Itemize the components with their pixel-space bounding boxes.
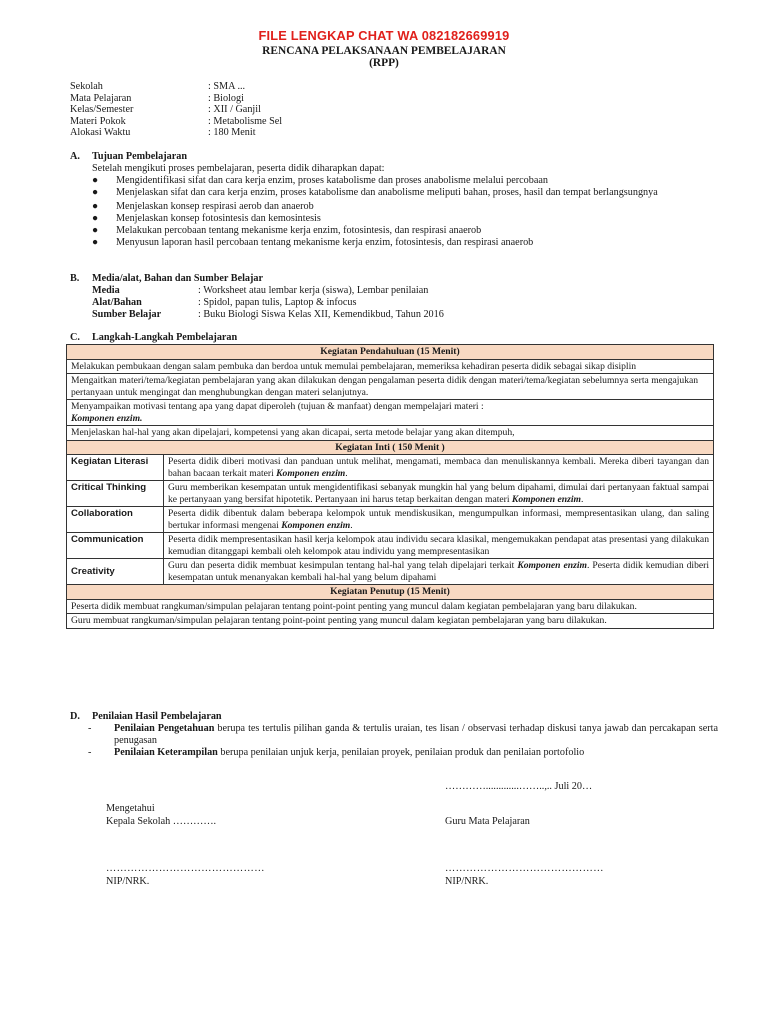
dash-icon: - (88, 723, 92, 734)
inti-label: Communication (67, 533, 164, 559)
media-value: : Buku Biologi Siswa Kelas XII, Kemendikbud, Tahun 2016 (198, 309, 444, 320)
assessment-text: berupa penilaian unjuk kerja, penilaian proyek, penilaian produk dan penilaian portofolio (217, 747, 585, 758)
list-item-text: Menjelaskan sifat dan cara kerja enzim, proses katabolisme dan anabolisme meliputi bahan, proses, hasil dan tempat berlangsungnya (116, 187, 658, 198)
list-item (92, 175, 726, 187)
nip-right: NIP/NRK. (445, 876, 489, 887)
inti-text-cell (164, 481, 714, 507)
table-row (67, 481, 714, 507)
dash-icon: - (88, 747, 92, 758)
media-value: : Spidol, papan tulis, Laptop & infocus (198, 297, 357, 308)
motivation-topic: Komponen enzim. (71, 412, 143, 424)
bullet-icon: ● (92, 237, 99, 248)
penutup-row: Peserta didik membuat rangkuman/simpulan pelajaran tentang point-point penting yang muncul dalam kegiatan pembelajaran yang baru dilakukan. (67, 599, 714, 614)
info-value: : 180 Menit (208, 127, 256, 138)
section-number: C. (70, 332, 80, 343)
signature-line-left: ……………………………………… (106, 863, 265, 874)
section-a-heading (70, 151, 187, 163)
table-band-row (67, 440, 714, 455)
table-row (67, 559, 714, 585)
inti-text-cell (164, 559, 714, 585)
inti-label: Collaboration (67, 507, 164, 533)
assessment-term: Penilaian Pengetahuan (114, 723, 215, 734)
inti-text: Guru memberikan kesempatan untuk mengidentifikasi sebanyak mungkin hal yang belum dipahami, dimulai dari pertanyaan faktual sampai ke pertanyaan yang bersifat hipotetik. Pertanyaan ini harus tetap berkaitan dengan materi (168, 482, 709, 505)
assessment-term: Penilaian Keterampilan (114, 747, 218, 758)
section-number: B. (70, 273, 80, 284)
list-item-text: Mengidentifikasi sifat dan cara kerja enzim, proses katabolisme dan proses anabolisme melalui percobaan (116, 175, 548, 186)
bullet-icon: ● (92, 201, 99, 212)
inti-text: Guru dan peserta didik membuat kesimpulan tentang hal-hal yang telah dipelajari terkait (168, 560, 515, 571)
inti-text-cell (164, 533, 714, 559)
pendahuluan-row: Melakukan pembukaan dengan salam pembuka dan berdoa untuk memulai pembelajaran, memeriksa kehadiran peserta didik sebagai sikap disiplin (67, 359, 714, 374)
signature-left-line2: Kepala Sekolah …………. (106, 816, 217, 827)
media-row (92, 309, 444, 321)
info-label: Sekolah (70, 81, 103, 92)
list-item-text: Menyusun laporan hasil percobaan tentang mekanisme kerja enzim, fotosintesis, dan respirasi anaerob (116, 237, 534, 248)
info-row (70, 127, 282, 139)
motivation-text: Menyampaikan motivasi tentang apa yang dapat diperoleh (tujuan & manfaat) dengan mempelajari materi : (71, 401, 484, 412)
section-a-body (92, 163, 726, 249)
penutup-header: Kegiatan Penutup (15 Menit) (67, 585, 714, 600)
inti-tail: . (345, 467, 348, 479)
inti-tail: . Peserta didik kemudian diberi kesempatan untuk menanyakan kembali hal-hal yang belum dipahami (168, 560, 709, 583)
inti-topic: Komponen enzim (517, 560, 587, 571)
bullet-icon: ● (92, 213, 99, 224)
section-title: Tujuan Pembelajaran (92, 151, 187, 162)
info-value: : Metabolisme Sel (208, 115, 283, 127)
section-title: Langkah-Langkah Pembelajaran (92, 332, 238, 343)
promo-banner: FILE LENGKAP CHAT WA 082182669919 (258, 28, 510, 43)
section-number: D. (70, 711, 80, 722)
info-label: Materi Pokok (70, 115, 126, 127)
media-label: Alat/Bahan (92, 297, 142, 308)
info-row (70, 81, 282, 93)
signature-date: ………….............……..,.. Juli 20… (445, 781, 593, 792)
info-label: Mata Pelajaran (70, 92, 132, 104)
inti-header: Kegiatan Inti ( 150 Menit ) (67, 440, 714, 455)
media-label: Media (92, 285, 120, 296)
media-value: : Worksheet atau lembar kerja (siswa), Lembar penilaian (198, 285, 429, 296)
info-row (70, 104, 282, 116)
info-value: : XII / Ganjil (208, 104, 261, 115)
inti-tail: . (580, 493, 584, 505)
inti-topic: Komponen enzim (281, 519, 351, 531)
list-item-text: Menjelaskan konsep fotosintesis dan kemosintesis (116, 213, 321, 224)
inti-text-cell (164, 455, 714, 481)
section-d-body (88, 723, 718, 759)
table-row (67, 533, 714, 559)
penutup-row: Guru membuat rangkuman/simpulan pelajaran tentang point-point penting yang muncul dalam kegiatan pembelajaran yang baru dilakukan. (67, 614, 714, 629)
inti-text-cell (164, 507, 714, 533)
info-row (70, 93, 282, 105)
signature-line-right: ……………………………………… (445, 863, 604, 874)
inti-label: Creativity (67, 559, 164, 585)
identity-info (70, 81, 282, 139)
table-row (67, 455, 714, 481)
section-a-intro: Setelah mengikuti proses pembelajaran, peserta didik diharapkan dapat: (92, 163, 385, 174)
section-b-heading (70, 273, 263, 285)
bullet-icon: ● (92, 225, 99, 236)
list-item-text: Melakukan percobaan tentang mekanisme kerja enzim, fotosintesis, dan respirasi anaerob (116, 225, 482, 236)
media-row (92, 297, 444, 309)
document-subtitle: (RPP) (369, 57, 399, 69)
list-item (92, 237, 726, 249)
table-row (67, 426, 714, 441)
info-value: : Biologi (208, 92, 244, 104)
pendahuluan-header: Kegiatan Pendahuluan (15 Menit) (67, 345, 714, 360)
info-value: : SMA ... (208, 81, 246, 92)
learning-steps-table (66, 344, 714, 629)
inti-topic: Komponen enzim (511, 493, 581, 505)
signature-right-line2: Guru Mata Pelajaran (445, 816, 530, 827)
inti-text: Peserta didik diberi motivasi dan panduan untuk melihat, mengamati, membaca dan menuliskannya kembali. Mereka diberi tayangan dan bahan bacaan terkait materi (168, 456, 709, 479)
list-item (92, 201, 726, 213)
section-c-heading (70, 332, 237, 344)
section-d-heading (70, 711, 222, 723)
section-title: Penilaian Hasil Pembelajaran (92, 711, 222, 722)
info-label: Alokasi Waktu (70, 127, 131, 138)
inti-text: Peserta didik mempresentasikan hasil kerja kelompok atau individu secara klasikal, mengemukakan pendapat atas presentasi yang dilakukan kemudian ditanggapi kembali oleh kelompok atau individu yang mempresentasikan (168, 534, 709, 557)
bullet-icon: ● (92, 187, 99, 198)
list-item (92, 225, 726, 237)
table-row (67, 614, 714, 629)
pendahuluan-motivation-row (67, 400, 714, 426)
inti-topic: Komponen enzim (276, 467, 346, 479)
table-row (67, 507, 714, 533)
inti-label: Kegiatan Literasi (67, 455, 164, 481)
assessment-item (88, 747, 718, 759)
section-b-body (92, 285, 444, 321)
document-title: RENCANA PELAKSANAAN PEMBELAJARAN (262, 45, 506, 57)
list-item (92, 187, 726, 199)
table-band-row (67, 345, 714, 360)
info-label: Kelas/Semester (70, 104, 134, 115)
inti-label: Critical Thinking (67, 481, 164, 507)
list-item-text: Menjelaskan konsep respirasi aerob dan anaerob (116, 201, 314, 212)
table-row (67, 359, 714, 374)
section-number: A. (70, 151, 80, 162)
table-row (67, 599, 714, 614)
inti-text: Peserta didik dibentuk dalam beberapa kelompok untuk mendiskusikan, mengumpulkan informasi, mempresentasikan ulang, dan saling bertukar informasi mengenai (168, 508, 709, 531)
table-row (67, 374, 714, 400)
list-item (92, 213, 726, 225)
media-label: Sumber Belajar (92, 309, 162, 320)
inti-tail: . (350, 519, 353, 531)
assessment-text: berupa tes tertulis pilihan ganda & tertulis uraian, tes lisan / observasi terhadap diskusi tanya jawab dan percakapan serta penugasan (114, 723, 718, 746)
assessment-item (88, 723, 718, 747)
section-title: Media/alat, Bahan dan Sumber Belajar (92, 273, 264, 284)
media-row (92, 285, 444, 297)
signature-left-line1: Mengetahui (106, 803, 155, 814)
table-row (67, 400, 714, 426)
bullet-icon: ● (92, 175, 99, 186)
table-band-row (67, 585, 714, 600)
info-row (70, 116, 282, 128)
pendahuluan-row: Menjelaskan hal-hal yang akan dipelajari, kompetensi yang akan dicapai, serta metode belajar yang akan ditempuh, (67, 426, 714, 441)
pendahuluan-row: Mengaitkan materi/tema/kegiatan pembelajaran yang akan dilakukan dengan pengalaman peserta didik dengan materi/tema/kegiatan sebelumnya serta mengajukan pertanyaan untuk mengingat dan menghubungkan dengan materi selanjutnya. (67, 374, 714, 400)
nip-left: NIP/NRK. (106, 876, 150, 887)
